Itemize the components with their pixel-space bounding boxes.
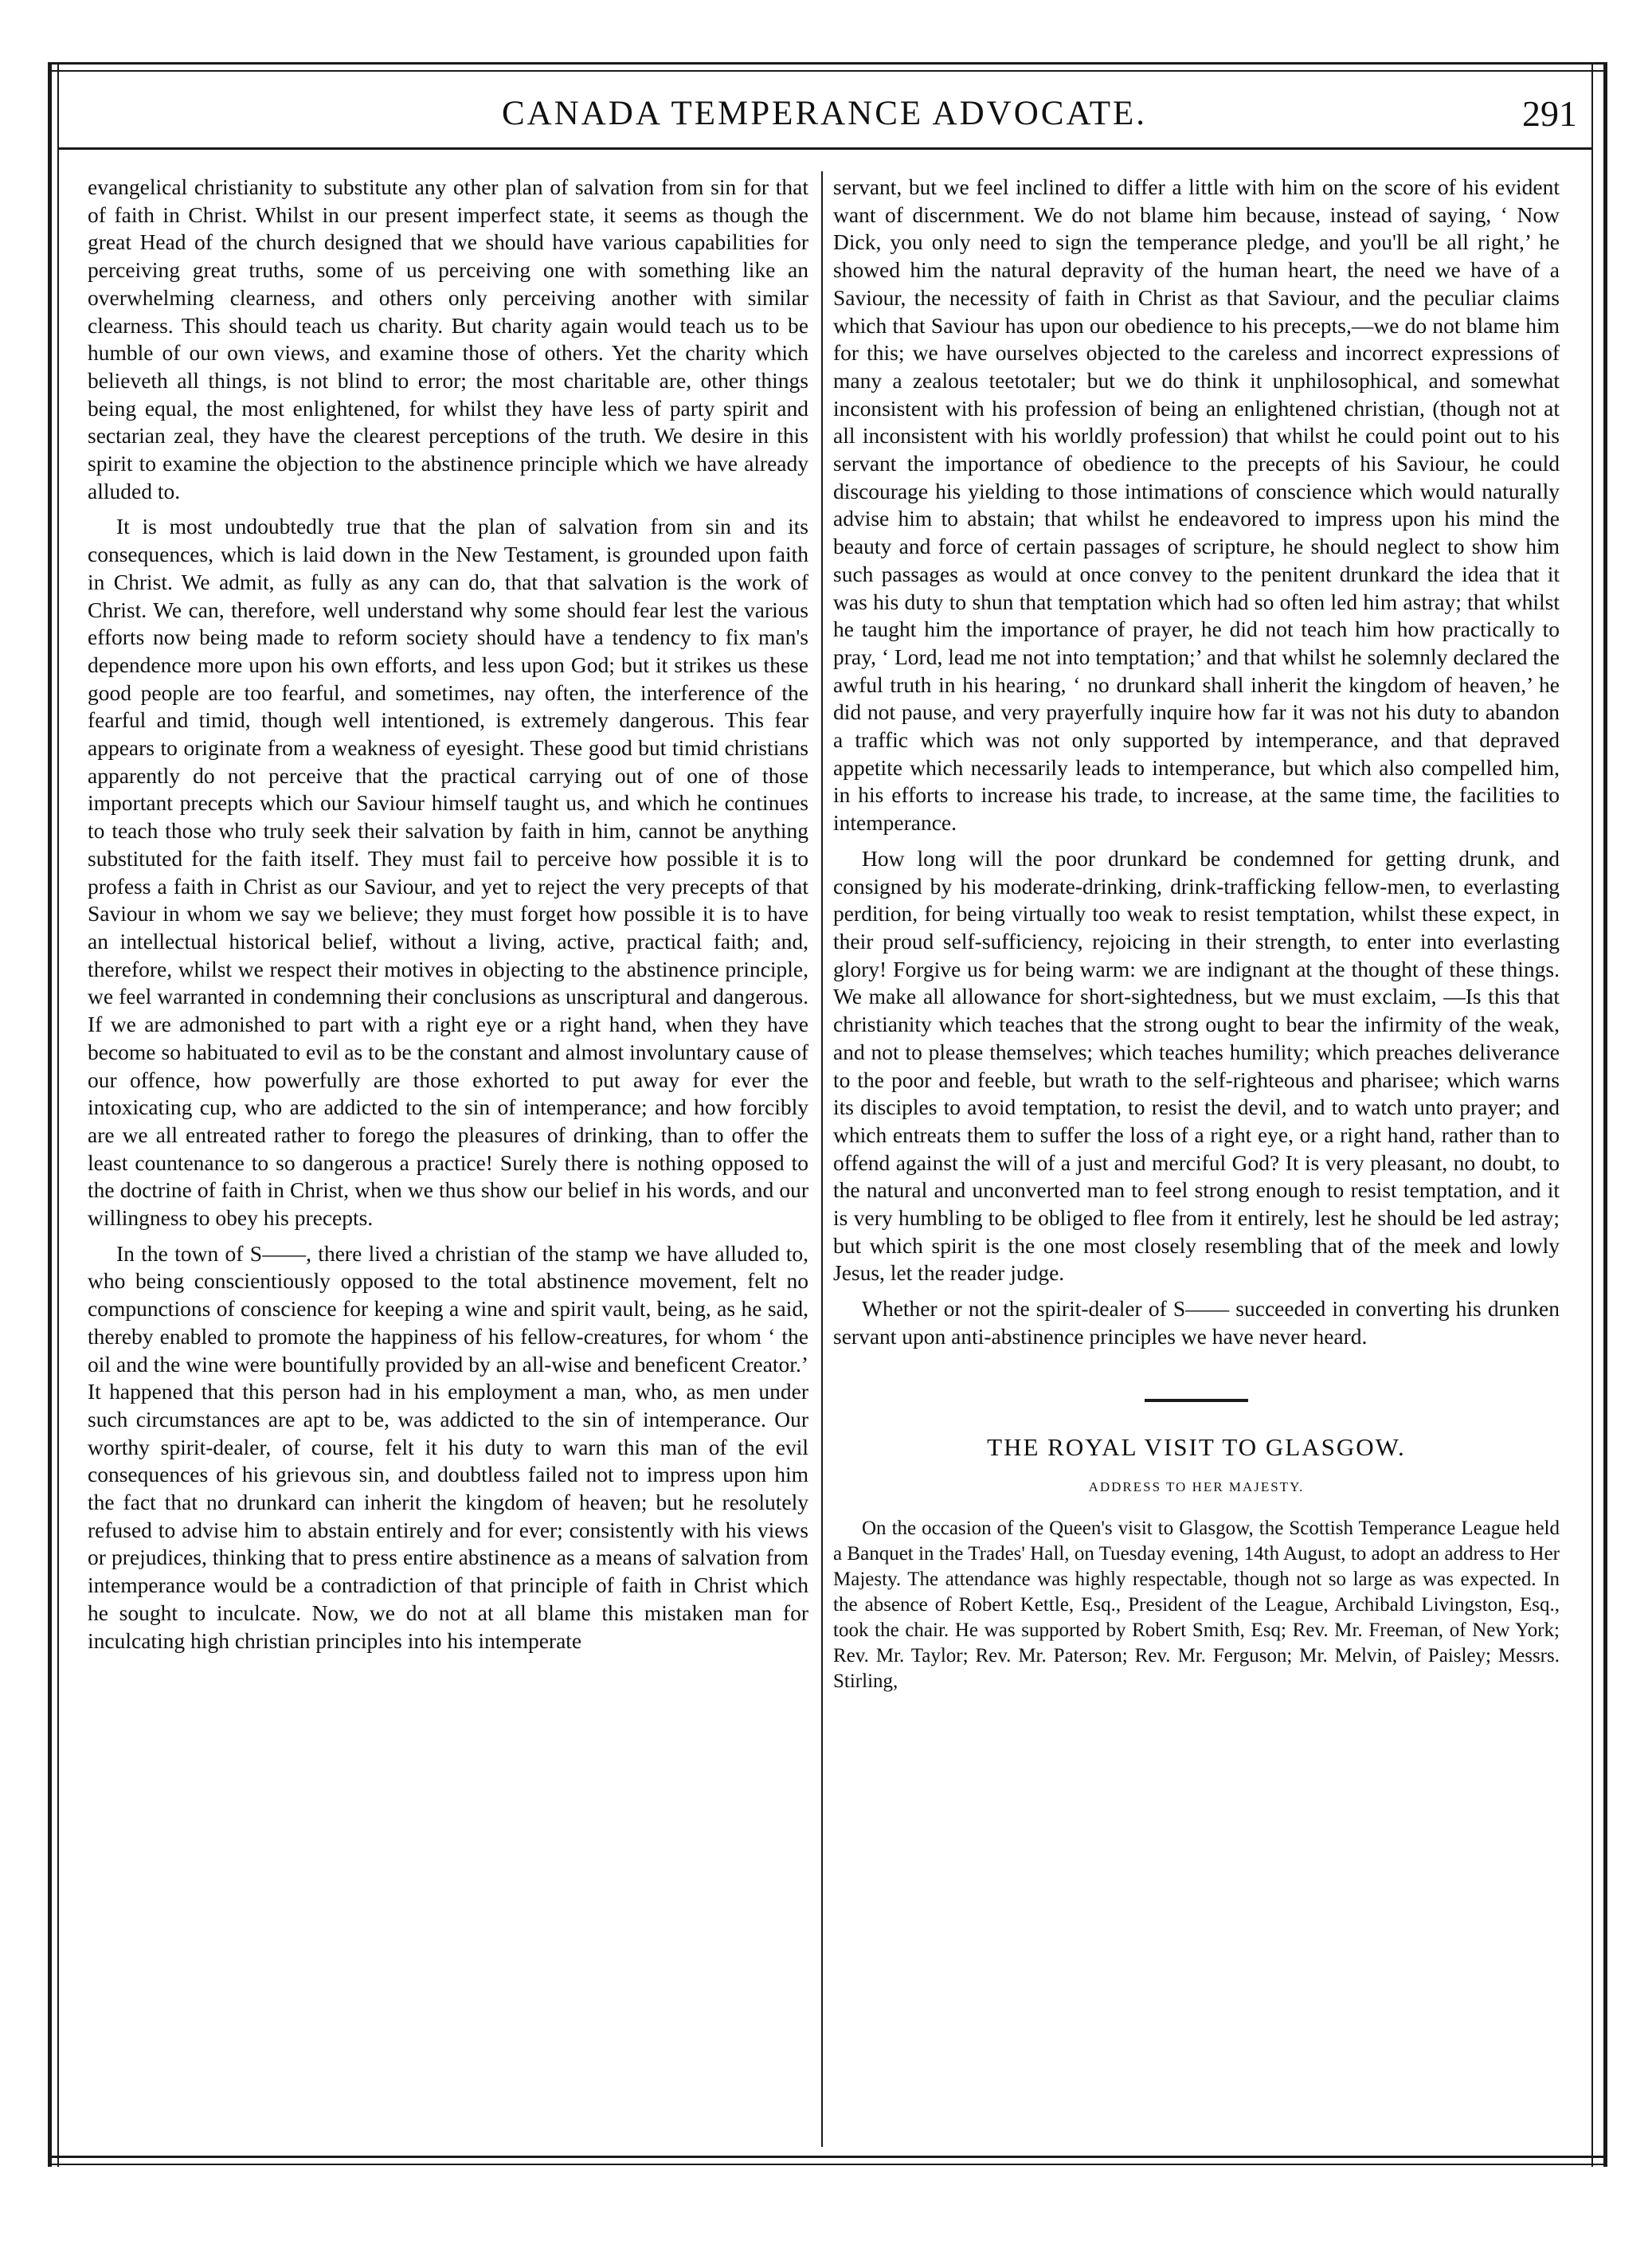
running-head — [72, 89, 1577, 137]
header-rule — [57, 147, 1591, 150]
left-paragraph-2: It is most undoubtedly true that the plan of salvation from sin and its consequences, which is laid down in the New Testament, is grounded upon faith in Christ. We admit, as fully as any can do, that that salvation is the work of Christ. We can, therefore, well understand why some should fear lest the various efforts now being made to reform society should have a tendency to fix man's dependence more upon his own efforts, and less upon God; but it strikes us these good people are too fearful, and sometimes, nay often, the interference of the fearful and timid, though well intentioned, is extremely dangerous. This fear appears to originate from a weakness of eyesight. These good but timid christians apparently do not perceive that the practical carrying out of one of those important precepts which our Saviour himself taught us, and which he continues to teach those who truly seek their salvation by faith in him, cannot be anything substituted for the faith itself. They must fail to perceive how possible it is to profess a faith in Christ as our Saviour, and yet to reject the very precepts of that Saviour in whom we say we believe; they must forget how possible it is to have an intellectual historical belief, without a living, active, practical faith; and, therefore, whilst we respect their motives in objecting to the abstinence principle, we feel warranted in condemning their conclusions as unscriptural and dangerous. If we are admonished to part with a right eye or a right hand, when they have become so habituated to evil as to be the constant and almost involuntary cause of our offence, how powerfully are those exhorted to put away for ever the intoxicating cup, who are addicted to the sin of intemperance; and how forcibly are we all entreated rather to forego the pleasures of drinking, than to offer the least countenance to so dangerous a practice! Surely there is nothing opposed to the doctrine of faith in Christ, when we thus show our belief in his words, and our willingness to obey his precepts. — [88, 514, 808, 1231]
column-divider — [821, 171, 823, 2147]
right-paragraph-2: How long will the poor drunkard be condemned for getting drunk, and consigned by his moderate-drinking, drink-trafficking fellow-men, to everlasting perdition, for being virtually too weak to resist temptation, whilst these expect, in their proud self-sufficiency, rejoicing in their strength, to enter into everlasting glory! Forgive us for being warm: we are indignant at the thought of these things. We make all allowance for short-sightedness, but we must exclaim, —Is this that christianity which teaches that the strong ought to bear the infirmity of the weak, and not to please themselves; which teaches humility; which preaches deliverance to the poor and feeble, but wrath to the self-righteous and pharisee; which warns its disciples to avoid temptation, to resist the devil, and to watch unto prayer; and which entreats them to suffer the loss of a right eye, or a right hand, rather than to offend against the will of a just and merciful God? It is very pleasant, no doubt, to the natural and unconverted man to feel strong enough to resist temptation, and it is very humbling to be obliged to flee from it entirely, lest he should be led astray; but which spirit is the one most closely resembling that of the meek and lowly Jesus, let the reader judge. — [833, 845, 1560, 1286]
right-column — [833, 174, 1560, 1702]
right-paragraph-1: servant, but we feel inclined to differ a little with him on the score of his evident want of discernment. We do not blame him because, instead of saying, ‘ Now Dick, you only need to sign the temperance pledge, and you'll be all right,’ he showed him the natural depravity of the human heart, the need we have of a Saviour, the necessity of faith in Christ as that Saviour, and the peculiar claims which that Saviour has upon our obedience to his precepts,—we do not blame him for this; we have ourselves objected to the careless and incorrect expressions of many a zealous teetotaler; but we do think it unphilosophical, and somewhat inconsistent with his profession of being an enlightened christian, (though not at all inconsistent with his worldly profession) that whilst he could point out to his servant the importance of obedience to the precepts of his Saviour, he could discourage his yielding to those intimations of conscience which would naturally advise him to abstain; that whilst he endeavored to impress upon his mind the beauty and force of certain passages of scripture, he should neglect to show him such passages as would at once convey to the penitent drunkard the idea that it was his duty to shun that temptation which had so often led him astray; that whilst he taught him the importance of prayer, he did not teach him how practically to pray, ‘ Lord, lead me not into temptation;’ and that whilst he solemnly declared the awful truth in his hearing, ‘ no drunkard shall inherit the kingdom of heaven,’ he did not pause, and very prayerfully inquire how far it was not his duty to abandon a traffic which was not only supported by intemperance, and that depraved appetite which necessarily leads to intemperance, but which also compelled him, in his efforts to increase his trade, to increase, at the same time, the facilities to intemperance. — [833, 174, 1560, 836]
left-column — [88, 174, 808, 1663]
left-paragraph-1: evangelical christianity to substitute any other plan of salvation from sin for that of faith in Christ. Whilst in our present imperfect state, it seems as though the great Head of the church designed that we should have various capabilities for perceiving great truths, some of us perceiving one with something like an overwhelming clearness, and others only perceiving another with similar clearness. This should teach us charity. But charity again would teach us to be humble of our own views, and examine those of others. Yet the charity which believeth all things, is not blind to error; the most charitable are, other things being equal, the most enlightened, for whilst they have less of party spirit and sectarian zeal, they have the clearest perceptions of the truth. We desire in this spirit to examine the objection to the abstinence principle which we have already alluded to. — [88, 174, 808, 503]
bottom-rule — [48, 2156, 1607, 2158]
bottom-rule-thin — [48, 2164, 1607, 2165]
section-title: THE ROYAL VISIT TO GLASGOW. — [987, 1432, 1406, 1461]
right-paragraph-3: Whether or not the spirit-dealer of S—— succeeded in converting his drunken servant upon anti-abstinence principles we have never heard. — [833, 1296, 1560, 1349]
section-divider — [1145, 1399, 1248, 1402]
page-number: 291 — [1522, 93, 1577, 134]
top-rule — [48, 62, 1607, 65]
section-paragraph: On the occasion of the Queen's visit to Glasgow, the Scottish Temperance League held a Banquet in the Trades' Hall, on Tuesday evening, 14th August, to adopt an address to Her Majesty. The attendance was highly respectable, though not so large as was expected. In the absence of Robert Kettle, Esq., President of the League, Archibald Livingston, Esq., took the chair. He was supported by Robert Smith, Esq; Rev. Mr. Freeman, of New York; Rev. Mr. Taylor; Rev. Mr. Paterson; Rev. Mr. Ferguson; Mr. Melvin, of Paisley; Messrs. Stirling, — [833, 1517, 1560, 1692]
section-subtitle: ADDRESS TO HER MAJESTY. — [1088, 1479, 1305, 1495]
left-paragraph-3: In the town of S——, there lived a christian of the stamp we have alluded to, who being conscientiously opposed to the total abstinence movement, felt no compunctions of conscience for keeping a wine and spirit vault, being, as he said, thereby enabled to promote the happiness of his fellow-creatures, for whom ‘ the oil and the wine were bountifully provided by an all-wise and beneficent Creator.’ It happened that this person had in his employment a man, who, as men under such circumstances are apt to be, was addicted to the sin of intemperance. Our worthy spirit-dealer, of course, felt it his duty to warn this man of the evil consequences of his grievous sin, and doubtless failed not to impress upon him the fact that no drunkard can inherit the kingdom of heaven; but he resolutely refused to advise him to abstain entirely and for ever; consistently with his views or prejudices, thinking that to press entire abstinence as a means of salvation from intemperance would be a contradiction of that principle of faith in Christ which he sought to inculcate. Now, we do not at all blame this mistaken man for inculcating high christian principles into his intemperate — [88, 1240, 808, 1653]
top-rule-thin — [48, 70, 1607, 72]
running-title: CANADA TEMPERANCE ADVOCATE. — [501, 95, 1148, 132]
